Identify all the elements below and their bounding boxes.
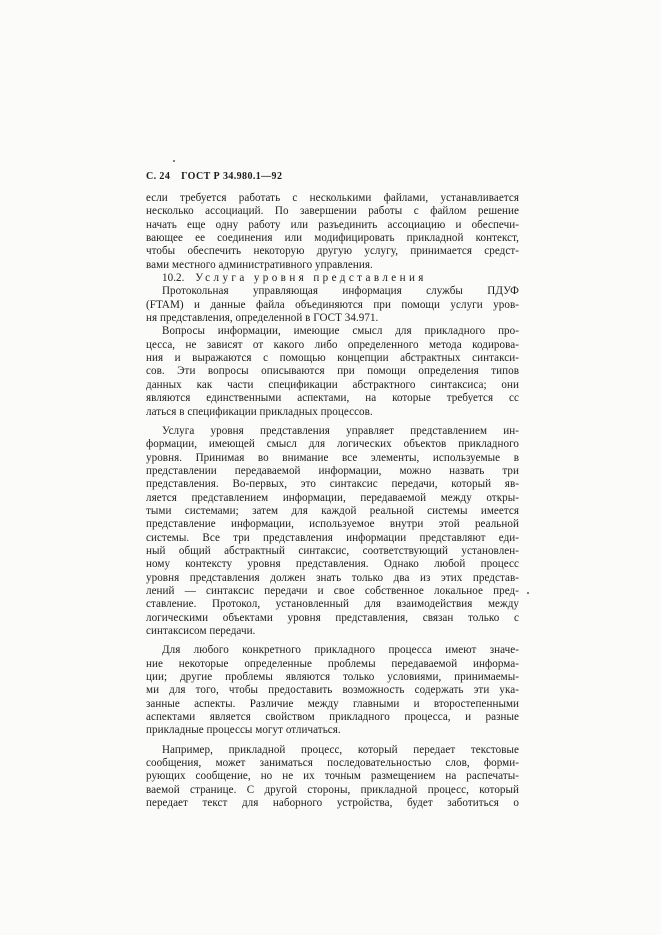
text-line: системы. Все три представления информации представляют еди- [146, 531, 519, 544]
text-line: рующих сообщение, но не их точным размещением на распечаты- [146, 770, 519, 783]
scan-speck [173, 160, 175, 162]
text-line: тыми системами; затем для каждой реальной системы имеется [146, 504, 519, 517]
text-line: Для любого конкретного прикладного процесса имеют значе- [162, 644, 519, 657]
text-line: занные аспекты. Различие между главными и второстепенными [146, 697, 519, 710]
text-line: ции; другие проблемы являются только условиями, принимаемы- [146, 671, 519, 684]
text-line: синтаксисом передачи. [146, 625, 256, 637]
text-line: вающее ее соединения или модифицировать прикладной контекст, [146, 232, 519, 245]
text-line: сообщения, может заниматься последовательностью слов, форми- [146, 757, 519, 770]
text-line: ставление. Протокол, установленный для взаимодействия между [146, 598, 519, 611]
standard-designation: ГОСТ Р 34.980.1—92 [181, 171, 283, 182]
text-line: Протокольная управляющая информация службы ПДУФ [162, 285, 519, 298]
text-line: передает текст для наборного устройства, будет заботиться о [146, 797, 519, 810]
text-line: цесса, не зависят от какого либо определенного метода кодирова- [146, 338, 519, 351]
section-heading [146, 272, 519, 285]
text-line: прикладные процессы могут отличаться. [146, 724, 341, 737]
section-title: Услуга уровня представления [195, 272, 427, 285]
text-line: аспектами является свойством прикладного процесса, и разные [146, 711, 519, 724]
text-line: (FTAM) и данные файла объединяются при помощи услуги уров- [146, 298, 519, 311]
text-line: начать еще одну работу или разъединить ассоциацию и обеспечи- [146, 218, 519, 231]
text-line: являются единственными аспектами, на которые требуется сс [146, 392, 519, 405]
text-line: ваемой странице. С другой стороны, прикладной процесс, который [146, 783, 519, 796]
text-line: Вопросы информации, имеющие смысл для прикладного про- [162, 325, 519, 338]
text-line: уровня. Принимая во внимание все элементы, используемые в [146, 451, 519, 464]
section-number: 10.2. [162, 272, 185, 285]
running-header [146, 171, 282, 182]
text-line: чтобы обеспечить некоторую другую услугу, принимается средст- [146, 245, 519, 258]
text-line: латься в спецификации прикладных процессов. [146, 405, 373, 418]
text-line: если требуется работать с несколькими файлами, устанавливается [146, 192, 519, 204]
text-line: ляется представлением информации, передаваемой между откры- [146, 491, 519, 504]
text-line: представления. Во-первых, это синтаксис передачи, который яв- [146, 478, 519, 491]
page-number: С. 24 [146, 171, 171, 182]
paragraph [146, 192, 519, 272]
text-line: логическими объектами уровня представления, связан только с [146, 611, 519, 624]
text-line: представление информации, используемое внутри этой реальной [146, 518, 519, 531]
text-line: Услуга уровня представления управляет представлением ин- [162, 424, 519, 437]
paragraph [146, 285, 519, 325]
body-text [146, 192, 519, 810]
text-line: лений — синтаксис передачи и свое собственное локальное пред- [146, 584, 519, 597]
text-line: сов. Эти вопросы описываются при помощи определения типов [146, 365, 519, 378]
text-line: ный общий абстрактный синтаксис, соответствующий установлен- [146, 544, 519, 557]
text-line: ние некоторые определенные проблемы передаваемой информа- [146, 657, 519, 670]
paragraph [146, 644, 519, 737]
paragraph [146, 325, 519, 418]
text-line: ния и выражаются с помощью концепции абстрактных синтакси- [146, 352, 519, 365]
text-line: Например, прикладной процесс, который передает текстовые [162, 743, 519, 756]
text-line: представлении передаваемой информации, можно назвать три [146, 464, 519, 477]
scan-speck [527, 592, 529, 594]
paragraph [146, 425, 519, 639]
text-line: вами местного административного управления. [146, 258, 373, 271]
text-line: ми для того, чтобы предоставить возможность содержать эти ука- [146, 684, 519, 697]
text-line: уровня представления должен знать только два из этих представ- [146, 571, 519, 584]
text-line: ному контексту уровня представления. Однако любой процесс [146, 558, 519, 571]
text-line: данных как части спецификации абстрактного синтаксиса; они [146, 378, 519, 391]
paragraph [146, 744, 519, 811]
text-line: формации, имеющей смысл для логических объектов прикладного [146, 438, 519, 451]
text-line: несколько ассоциаций. По завершении работы с файлом решение [146, 205, 519, 218]
text-line: ня представления, определенной в ГОСТ 34.971. [146, 312, 379, 325]
